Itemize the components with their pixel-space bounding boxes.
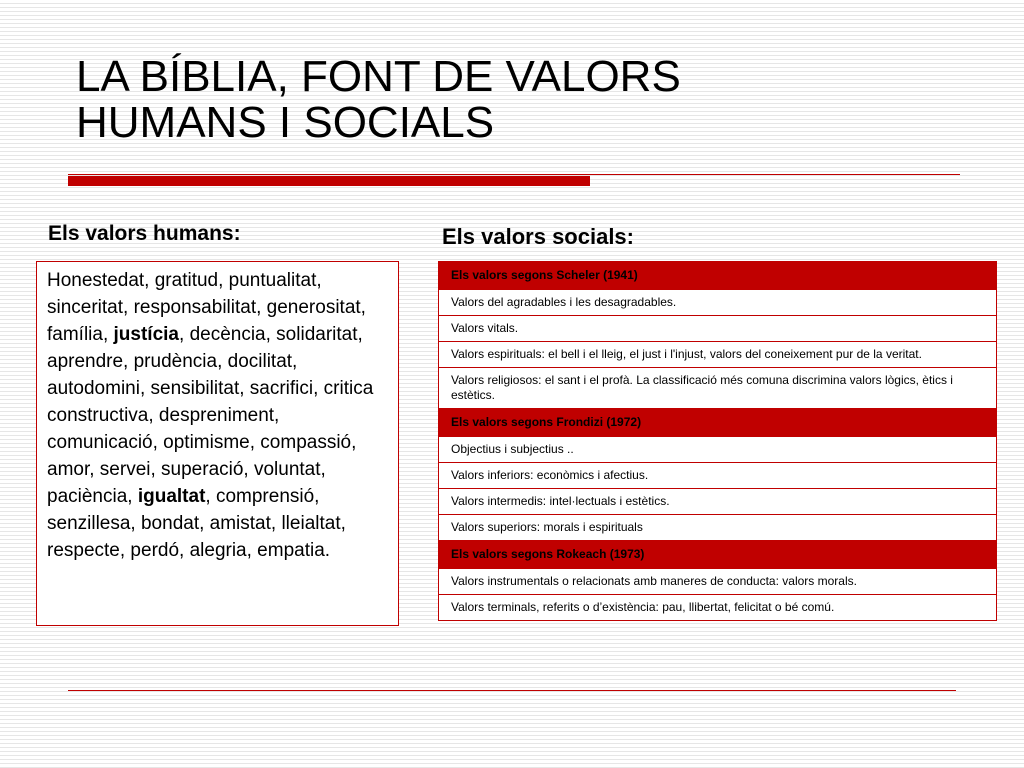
human-values-box xyxy=(36,261,399,626)
table-row xyxy=(439,463,997,489)
table-row xyxy=(439,569,997,595)
table-row xyxy=(439,515,997,541)
slide-title-line-1: LA BÍBLIA, FONT DE VALORS xyxy=(76,52,681,101)
table-cell: Objectius i subjectius .. xyxy=(439,437,997,463)
table-cell: Valors intermedis: intel·lectuals i estètics. xyxy=(439,489,997,515)
human-values-text-1: Honestedat, gratitud, puntualitat, sinceritat, responsabilitat, generositat, família, xyxy=(47,270,366,345)
table-row xyxy=(439,437,997,463)
social-values-table xyxy=(438,261,997,621)
table-row xyxy=(439,316,997,342)
table-cell: Valors del agradables i les desagradables. xyxy=(439,290,997,316)
table-section-header-row xyxy=(439,541,997,569)
table-cell: Valors superiors: morals i espirituals xyxy=(439,515,997,541)
section-header-cell: Els valors segons Rokeach (1973) xyxy=(439,541,997,569)
table-cell: Valors religiosos: el sant i el profà. La classificació més comuna discrimina valors lògics, ètics i estètics. xyxy=(439,368,997,409)
table-cell: Valors inferiors: econòmics i afectius. xyxy=(439,463,997,489)
human-values-bold-justicia: justícia xyxy=(113,324,180,345)
section-header-cell: Els valors segons Frondizi (1972) xyxy=(439,409,997,437)
social-values-table-body xyxy=(439,262,997,621)
table-row xyxy=(439,489,997,515)
slide-title xyxy=(76,54,681,146)
human-values-text-3: , comprensió, senzillesa, bondat, amistat, lleialtat, respecte, perdó, alegria, empatia. xyxy=(47,486,346,561)
table-section-header-row xyxy=(439,262,997,290)
slide-title-line-2: HUMANS I SOCIALS xyxy=(76,98,495,147)
footer-rule xyxy=(68,690,956,691)
table-row xyxy=(439,368,997,409)
section-header-cell: Els valors segons Scheler (1941) xyxy=(439,262,997,290)
table-cell: Valors vitals. xyxy=(439,316,997,342)
table-cell: Valors terminals, referits o d’existència: pau, llibertat, felicitat o bé comú. xyxy=(439,595,997,621)
human-values-bold-igualtat: igualtat xyxy=(137,486,206,507)
human-values-text-2: , decència, solidaritat, aprendre, prudència, docilitat, autodomini, sensibilitat, sacrifici, critica constructiva, despreniment, comunicació, optimisme, compassió, amor, servei, superació, voluntat, paciència, xyxy=(47,324,374,507)
table-row xyxy=(439,290,997,316)
social-values-heading: Els valors socials: xyxy=(442,224,634,249)
table-cell: Valors espirituals: el bell i el lleig, el just i l'injust, valors del coneixement pur de la veritat. xyxy=(439,342,997,368)
title-underline-thin xyxy=(68,174,960,175)
human-values-heading: Els valors humans: xyxy=(48,222,241,245)
table-row xyxy=(439,342,997,368)
table-section-header-row xyxy=(439,409,997,437)
table-cell: Valors instrumentals o relacionats amb maneres de conducta: valors morals. xyxy=(439,569,997,595)
title-underline-thick xyxy=(68,176,590,186)
table-row xyxy=(439,595,997,621)
